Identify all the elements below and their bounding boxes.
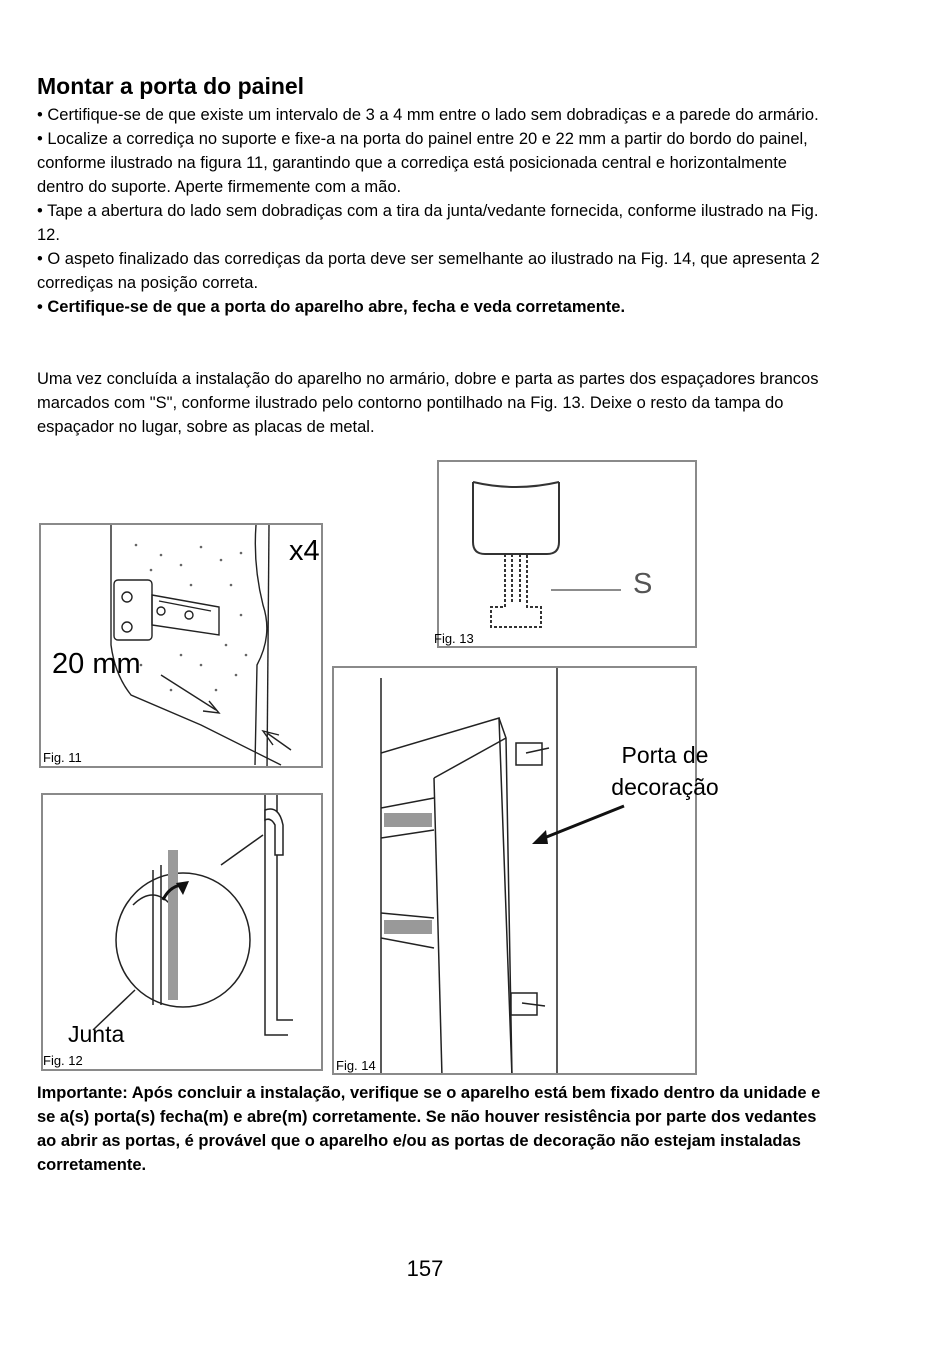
bullet-item: • Localize a corrediça no suporte e fixe-a na porta do painel entre 20 e 22 mm a partir do bordo do painel, conforme ilustrado na figura 11, garantindo que a corrediça está posicionada central e horizontalmente dentro do suporte. Aperte firmemente com a mão. [37, 130, 808, 196]
seal-callout-label: Junta [68, 1021, 125, 1047]
figure-14 [332, 666, 697, 1075]
page-number: 157 [406, 1256, 444, 1281]
decor-door-callout-line2: decoração [611, 774, 719, 800]
figure-14-caption: Fig. 14 [336, 1058, 376, 1073]
figure-11-caption: Fig. 11 [43, 750, 82, 765]
figure-13 [437, 460, 697, 648]
figure-13-caption: Fig. 13 [434, 631, 474, 646]
important-notice: Importante: Após concluir a instalação, verifique se o aparelho está bem fixado dentro da unidade e se a(s) porta(s) fecha(m) e abre(m) corretamente. Se não houver resistência por parte dos vedantes ao abrir as portas, é provável que o aparelho e/ou as portas de decoração não estejam instaladas corretamente. [37, 1084, 821, 1174]
figure-11 [39, 523, 323, 768]
measurement-label: 20 mm [52, 648, 141, 680]
bracket-illustration [41, 525, 323, 768]
quantity-label: x4 [289, 535, 320, 567]
spacer-marker-label: S [633, 568, 653, 600]
bullet-item: • O aspeto finalizado das corrediças da porta deve ser semelhante ao ilustrado na Fig. 14, que apresenta 2 corrediças na posição correta. [37, 250, 820, 292]
spacer-illustration [439, 462, 697, 648]
bullet-item-bold: • Certifique-se de que a porta do aparelho abre, fecha e veda corretamente. [37, 298, 626, 316]
bullet-item: • Tape a abertura do lado sem dobradiças com a tira da junta/vedante fornecida, conforme ilustrado na Fig. 12. [37, 202, 819, 244]
decor-door-illustration [334, 668, 697, 1075]
bullet-item: • Certifique-se de que existe um intervalo de 3 a 4 mm entre o lado sem dobradiças e a parede do armário. [37, 106, 819, 124]
section-heading: Montar a porta do painel [37, 73, 305, 99]
spacer-paragraph: Uma vez concluída a instalação do aparelho no armário, dobre e parta as partes dos espaçadores brancos marcados com "S", conforme ilustrado pelo contorno pontilhado na Fig. 13. Deixe o resto da tampa do espaçador no lugar, sobre as placas de metal. [37, 370, 819, 436]
instruction-list [37, 103, 827, 319]
decor-door-callout-line1: Porta de [621, 742, 709, 768]
figure-12-caption: Fig. 12 [43, 1053, 83, 1068]
